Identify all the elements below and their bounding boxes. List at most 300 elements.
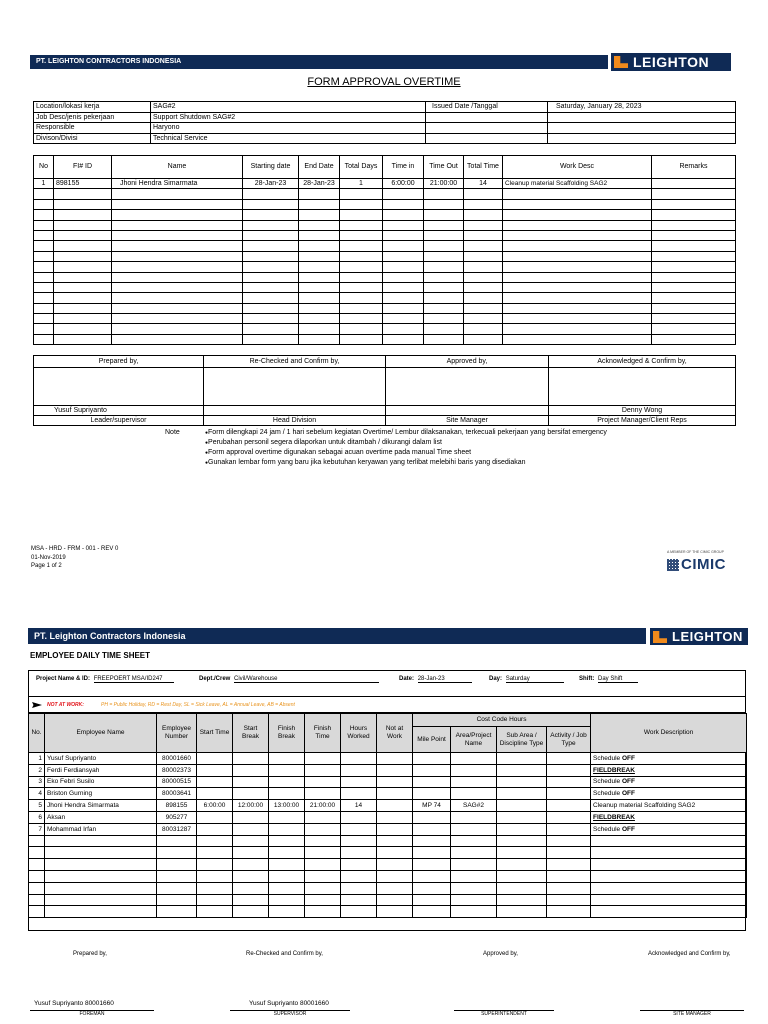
table-row: [34, 282, 736, 292]
table-cell: [34, 272, 54, 282]
table-cell: [299, 282, 340, 292]
cell-fb: [269, 788, 305, 800]
cell-sb: [233, 882, 269, 894]
cell-act: [547, 906, 591, 918]
table-cell: [652, 179, 736, 189]
cell-sub: [497, 788, 547, 800]
timesheet-signatures: [0, 948, 768, 1024]
cell-area: [451, 835, 497, 847]
cell-num: 905277: [157, 811, 197, 823]
cell-start: [197, 823, 233, 835]
cell-finish: [305, 859, 341, 871]
cell-sb: [233, 859, 269, 871]
note-item: ● Form approval overtime digunakan sebagai acuan overtime pada manual Time sheet: [205, 448, 625, 458]
cell-naw: [377, 835, 413, 847]
table-row: [29, 870, 747, 882]
info-empty-cell: [548, 112, 736, 123]
table-cell: [299, 251, 340, 261]
signature-box: [204, 368, 386, 406]
timesheet-title: EMPLOYEE DAILY TIME SHEET: [30, 651, 151, 660]
project-label: Project Name & ID:: [36, 676, 91, 682]
cell-act: [547, 847, 591, 859]
division-label: Divison/Divisi: [34, 133, 151, 144]
cell-naw: [377, 859, 413, 871]
table-cell: [652, 241, 736, 251]
notes-label: Note: [165, 429, 180, 436]
table-row: [34, 293, 736, 303]
table-cell: [112, 324, 243, 334]
table-cell: [652, 220, 736, 230]
info-empty-cell: [548, 123, 736, 134]
not-at-work-label: NOT AT WORK:: [47, 702, 84, 708]
day-field: [489, 676, 564, 683]
cell-num: 80031287: [157, 823, 197, 835]
table-cell: [340, 251, 383, 261]
table-cell: [54, 282, 112, 292]
table-cell: [503, 199, 652, 209]
table-cell: [464, 251, 503, 261]
table-cell: [340, 324, 383, 334]
cell-no: [29, 835, 45, 847]
cell-name: [45, 894, 157, 906]
cell-mile: [413, 764, 451, 776]
cell-act: [547, 835, 591, 847]
cell-finish: [305, 894, 341, 906]
location-value: SAG#2: [151, 102, 426, 113]
jobdesc-value: Support Shutdown SAG#2: [151, 112, 426, 123]
cell-num: [157, 859, 197, 871]
info-empty-cell: [426, 133, 548, 144]
company-header-2: PT. Leighton Contractors Indonesia: [28, 628, 646, 644]
cell-finish: [305, 882, 341, 894]
cell-act: [547, 800, 591, 812]
table-cell: [34, 262, 54, 272]
table-cell: [383, 324, 424, 334]
table-cell: [243, 210, 299, 220]
day-value: Saturday: [506, 676, 564, 683]
table-cell: [340, 220, 383, 230]
cell-name: [45, 859, 157, 871]
cell-finish: [305, 906, 341, 918]
table-cell: [503, 230, 652, 240]
cell-num: [157, 894, 197, 906]
cell-start: [197, 859, 233, 871]
cell-sub: [497, 823, 547, 835]
table-cell: [112, 251, 243, 261]
desc-emphasis: FIELDBREAK: [593, 813, 635, 821]
cell-num: 80003641: [157, 788, 197, 800]
leighton-logo-icon: [614, 56, 628, 68]
site-manager-role: SITE MANAGER: [673, 1011, 711, 1017]
cell-naw: [377, 788, 413, 800]
table-row: [34, 303, 736, 313]
cell-sb: [233, 870, 269, 882]
cell-desc: [591, 847, 747, 859]
cell-hours: [341, 870, 377, 882]
timesheet-box: [28, 670, 746, 931]
cell-sub: [497, 753, 547, 765]
cell-hours: [341, 859, 377, 871]
table-cell: [243, 251, 299, 261]
table-row: [34, 334, 736, 344]
col-hours-worked: Hours Worked: [341, 714, 377, 753]
cell-desc: [591, 835, 747, 847]
col-sub-area: Sub Area / Discipline Type: [497, 727, 547, 753]
date-field: [399, 676, 472, 683]
cell-sb: 12:00:00: [233, 800, 269, 812]
table-cell: [340, 334, 383, 344]
acknowledged-by-label: Acknowledged & Confirm by,: [549, 356, 736, 368]
table-cell: [652, 272, 736, 282]
ts-acknowledged-label: Acknowledged and Confirm by,: [648, 951, 731, 957]
cell-naw: [377, 847, 413, 859]
cell-sb: [233, 847, 269, 859]
cell-sb: [233, 823, 269, 835]
table-cell: [340, 262, 383, 272]
foreman-name: Yusuf Supriyanto 80001660: [34, 1000, 114, 1007]
cell-num: [157, 847, 197, 859]
table-cell: [112, 199, 243, 209]
table-cell: [383, 199, 424, 209]
table-cell: [112, 314, 243, 324]
table-cell: [299, 293, 340, 303]
approved-role: Site Manager: [386, 416, 549, 426]
signature-box: [34, 368, 204, 406]
jobdesc-label: Job Desc/jenis pekerjaan: [34, 112, 151, 123]
table-cell: [54, 334, 112, 344]
table-row: [29, 906, 747, 918]
table-cell: [340, 282, 383, 292]
cell-area: [451, 906, 497, 918]
approved-name: [386, 406, 549, 416]
cell-hours: [341, 847, 377, 859]
table-cell: 28-Jan-23: [299, 179, 340, 189]
cell-start: 6:00:00: [197, 800, 233, 812]
table-cell: [503, 262, 652, 272]
ts-rechecked-label: Re-Checked and Confirm by,: [246, 951, 323, 957]
cell-naw: [377, 882, 413, 894]
table-cell: [503, 334, 652, 344]
cell-num: [157, 882, 197, 894]
table-cell: [299, 199, 340, 209]
table-cell: [383, 251, 424, 261]
table-cell: [424, 314, 464, 324]
table-cell: [112, 230, 243, 240]
table-cell: 28-Jan-23: [243, 179, 299, 189]
cell-act: [547, 788, 591, 800]
project-field: [36, 676, 174, 683]
cell-num: [157, 835, 197, 847]
rechecked-role: Head Division: [204, 416, 386, 426]
doc-page: Page 1 of 2: [31, 563, 62, 569]
form-title: [0, 76, 768, 88]
cell-hours: [341, 823, 377, 835]
table-cell: [299, 220, 340, 230]
dept-field: [199, 676, 379, 683]
col-name: Name: [112, 156, 243, 179]
table-cell: [54, 199, 112, 209]
table-row: [34, 230, 736, 240]
absence-codes: PH = Public Holiday, RD = Rest Day, SL = Sick Leave, AL = Annual Leave, AB = Absent: [101, 702, 295, 708]
table-cell: [299, 334, 340, 344]
table-cell: [464, 241, 503, 251]
table-cell: [652, 230, 736, 240]
cell-num: 898155: [157, 800, 197, 812]
cell-name: [45, 835, 157, 847]
cell-name: Ferdi Ferdiansyah: [45, 764, 157, 776]
shift-value: Day Shift: [598, 676, 638, 683]
leighton-logo-icon: [653, 631, 667, 643]
col-mile-point: Mile Point: [413, 727, 451, 753]
cell-mile: [413, 811, 451, 823]
responsible-value: Haryono: [151, 123, 426, 134]
doc-date: 01-Nov-2019: [31, 554, 66, 561]
table-cell: [652, 262, 736, 272]
table-cell: [383, 272, 424, 282]
cell-sub: [497, 870, 547, 882]
table-cell: [383, 282, 424, 292]
desc-emphasis: OFF: [621, 778, 635, 786]
table-row: [34, 189, 736, 199]
table-row: [29, 823, 747, 835]
cell-finish: [305, 835, 341, 847]
approved-by-label: Approved by,: [386, 356, 549, 368]
table-cell: [424, 210, 464, 220]
table-cell: [464, 314, 503, 324]
table-cell: [503, 303, 652, 313]
table-row: [29, 764, 747, 776]
foreman-role: FOREMAN: [79, 1011, 105, 1017]
table-cell: [424, 251, 464, 261]
notes-list: [205, 428, 625, 468]
table-row: [34, 272, 736, 282]
table-cell: [34, 189, 54, 199]
table-cell: [112, 241, 243, 251]
cell-start: [197, 764, 233, 776]
cell-area: [451, 847, 497, 859]
cell-sub: [497, 859, 547, 871]
cell-fb: [269, 882, 305, 894]
table-cell: [464, 210, 503, 220]
table-row: [34, 314, 736, 324]
cell-fb: [269, 764, 305, 776]
table-cell: Jhoni Hendra Simarmata: [112, 179, 243, 189]
table-cell: [34, 314, 54, 324]
table-cell: [243, 230, 299, 240]
cell-no: [29, 859, 45, 871]
cell-no: 4: [29, 788, 45, 800]
table-cell: [464, 199, 503, 209]
cell-act: [547, 823, 591, 835]
table-cell: [340, 210, 383, 220]
table-cell: [34, 241, 54, 251]
cell-fb: [269, 811, 305, 823]
cell-area: [451, 811, 497, 823]
table-cell: [340, 272, 383, 282]
form-title-text: FORM APPROVAL OVERTIME: [307, 76, 461, 88]
table-cell: [112, 262, 243, 272]
table-cell: [299, 272, 340, 282]
signature-table: [33, 355, 736, 426]
table-row: [34, 199, 736, 209]
cell-finish: [305, 823, 341, 835]
table-cell: [464, 293, 503, 303]
col-cost-code-hours: Cost Code Hours: [413, 714, 591, 727]
table-cell: [34, 199, 54, 209]
cell-desc: [591, 870, 747, 882]
cell-fb: [269, 859, 305, 871]
table-row: [34, 251, 736, 261]
cell-no: [29, 870, 45, 882]
table-cell: [34, 230, 54, 240]
cimic-tagline: A MEMBER OF THE CIMIC GROUP: [667, 550, 724, 554]
cell-no: [29, 894, 45, 906]
col-total-days: Total Days: [340, 156, 383, 179]
desc-text: Schedule: [593, 825, 621, 833]
cell-finish: [305, 788, 341, 800]
prepared-name: Yusuf Supriyanto: [34, 406, 204, 416]
cell-start: [197, 835, 233, 847]
table-cell: [424, 189, 464, 199]
cell-no: 1: [29, 753, 45, 765]
table-cell: [243, 199, 299, 209]
cell-hours: [341, 811, 377, 823]
col-work-description: Work Description: [591, 714, 747, 753]
desc-emphasis: FIELDBREAK: [593, 766, 635, 774]
table-row: [34, 262, 736, 272]
col-starting-date: Starting date: [243, 156, 299, 179]
table-cell: [383, 293, 424, 303]
cell-name: [45, 882, 157, 894]
col-no: No: [34, 156, 54, 179]
desc-text: Schedule: [593, 754, 621, 762]
table-cell: [112, 282, 243, 292]
table-cell: [112, 293, 243, 303]
col-remarks: Remarks: [652, 156, 736, 179]
cell-hours: [341, 764, 377, 776]
cell-sub: [497, 835, 547, 847]
cell-sub: [497, 811, 547, 823]
info-empty-cell: [548, 133, 736, 144]
cell-fb: [269, 835, 305, 847]
table-cell: [464, 282, 503, 292]
table-cell: [54, 303, 112, 313]
table-cell: [243, 189, 299, 199]
desc-text: Schedule: [593, 790, 621, 798]
col-not-at-work: Not at Work: [377, 714, 413, 753]
table-cell: [652, 282, 736, 292]
desc-emphasis: OFF: [621, 825, 635, 833]
table-row: [29, 859, 747, 871]
cell-no: 5: [29, 800, 45, 812]
cell-hours: 14: [341, 800, 377, 812]
table-cell: [464, 220, 503, 230]
table-cell: [340, 189, 383, 199]
cell-name: Aksan: [45, 811, 157, 823]
cell-sub: [497, 906, 547, 918]
table-cell: [652, 210, 736, 220]
col-end-date: End Date: [299, 156, 340, 179]
table-cell: Cleanup material Scaffolding SAG2: [503, 179, 652, 189]
col-finish-break: Finish Break: [269, 714, 305, 753]
cell-act: [547, 753, 591, 765]
cell-fb: [269, 870, 305, 882]
cimic-name: CIMIC: [681, 556, 726, 573]
cell-start: [197, 894, 233, 906]
shift-field: [579, 676, 638, 683]
cell-act: [547, 859, 591, 871]
dept-label: Dept./Crew: [199, 676, 231, 682]
info-table: [33, 101, 736, 144]
table-row: [29, 894, 747, 906]
col-employee-name: Employee Name: [45, 714, 157, 753]
cell-desc: [591, 882, 747, 894]
cell-start: [197, 906, 233, 918]
col-start-break: Start Break: [233, 714, 269, 753]
table-cell: [112, 303, 243, 313]
ts-prepared-label: Prepared by,: [73, 951, 107, 957]
cell-desc: [591, 788, 747, 800]
table-cell: [424, 303, 464, 313]
acknowledged-name: Denny Wong: [549, 406, 736, 416]
leighton-logo-text: LEIGHTON: [672, 629, 743, 644]
table-row: [34, 241, 736, 251]
cell-fb: [269, 906, 305, 918]
table-cell: [299, 189, 340, 199]
cell-area: [451, 788, 497, 800]
table-cell: [34, 334, 54, 344]
cell-act: [547, 882, 591, 894]
table-cell: [34, 303, 54, 313]
cell-area: [451, 894, 497, 906]
col-no: No.: [29, 714, 45, 753]
table-cell: [503, 241, 652, 251]
table-cell: 1: [34, 179, 54, 189]
cell-name: Briston Gurning: [45, 788, 157, 800]
table-cell: [34, 210, 54, 220]
table-cell: [34, 220, 54, 230]
location-label: Location/lokasi kerja: [34, 102, 151, 113]
table-cell: [299, 303, 340, 313]
table-cell: [383, 230, 424, 240]
cell-hours: [341, 882, 377, 894]
cell-sb: [233, 776, 269, 788]
table-cell: [112, 220, 243, 230]
desc-emphasis: OFF: [621, 790, 635, 798]
cell-sub: [497, 776, 547, 788]
cell-sb: [233, 753, 269, 765]
table-cell: [112, 210, 243, 220]
cell-sb: [233, 894, 269, 906]
table-cell: [340, 303, 383, 313]
info-empty-cell: [426, 123, 548, 134]
leighton-logo-text: LEIGHTON: [633, 54, 710, 70]
table-cell: [54, 293, 112, 303]
table-cell: [243, 324, 299, 334]
table-cell: [340, 230, 383, 240]
issued-date-label: Issued Date /Tanggal: [426, 102, 548, 113]
table-cell: [112, 334, 243, 344]
cell-start: [197, 882, 233, 894]
superintendent-role: SUPERINTENDENT: [481, 1011, 527, 1017]
desc-text: Schedule: [593, 778, 621, 786]
cell-name: [45, 847, 157, 859]
cell-desc: [591, 823, 747, 835]
doc-code: MSA - HRD - FRM - 001 - REV 0: [31, 546, 119, 552]
table-cell: [503, 324, 652, 334]
col-activity: Activity / Job Type: [547, 727, 591, 753]
cell-fb: [269, 847, 305, 859]
